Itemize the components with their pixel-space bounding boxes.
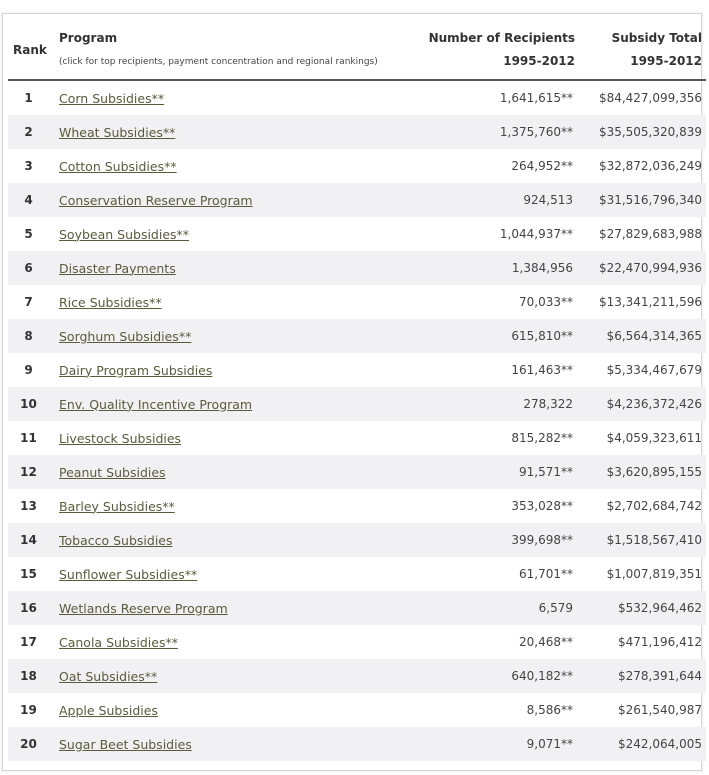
program-link[interactable]: Peanut Subsidies <box>59 464 166 480</box>
table-row <box>8 115 706 149</box>
program-cell <box>59 455 409 489</box>
subsidy-total-cell: $5,334,467,679 <box>606 363 702 377</box>
program-link[interactable]: Oat Subsidies** <box>59 668 158 684</box>
program-link[interactable]: Soybean Subsidies** <box>59 226 190 242</box>
recipients-cell: 6,579 <box>409 591 580 625</box>
subsidy-column-header <box>580 15 706 80</box>
table-row <box>8 455 706 489</box>
program-link[interactable]: Rice Subsidies** <box>59 294 162 310</box>
table-row <box>8 285 706 319</box>
program-link[interactable]: Corn Subsidies** <box>59 90 165 106</box>
rank-cell: 4 <box>8 183 59 217</box>
program-link[interactable]: Conservation Reserve Program <box>59 192 253 208</box>
table-row <box>8 251 706 285</box>
rank-cell: 1 <box>24 91 33 105</box>
rank-cell: 10 <box>8 387 59 421</box>
rank-cell: 17 <box>20 635 37 649</box>
program-cell <box>59 319 409 353</box>
program-cell <box>59 115 409 149</box>
recipients-cell: 264,952** <box>511 159 573 173</box>
rank-cell: 11 <box>20 431 37 445</box>
table-row <box>8 489 706 523</box>
rank-cell: 6 <box>8 251 59 285</box>
subsidy-total-cell: $13,341,211,596 <box>598 295 702 309</box>
recipients-cell: 924,513 <box>409 183 580 217</box>
table-row <box>8 353 706 387</box>
program-link[interactable]: Sugar Beet Subsidies <box>59 736 192 752</box>
subsidy-total-cell: $532,964,462 <box>580 591 706 625</box>
table-row <box>8 557 706 591</box>
rank-cell: 18 <box>8 659 59 693</box>
program-link[interactable]: Cotton Subsidies** <box>59 158 177 174</box>
table-row <box>8 693 706 727</box>
subsidy-total-cell: $4,059,323,611 <box>606 431 702 445</box>
program-link[interactable]: Sunflower Subsidies** <box>59 566 198 582</box>
rank-cell: 13 <box>20 499 37 513</box>
rank-cell: 8 <box>8 319 59 353</box>
rank-cell: 12 <box>8 455 59 489</box>
table-row <box>8 421 706 455</box>
program-cell <box>59 625 409 659</box>
rank-cell: 16 <box>8 591 59 625</box>
rank-cell: 14 <box>8 523 59 557</box>
header-row <box>8 15 706 80</box>
rank-cell: 3 <box>24 159 33 173</box>
rank-cell: 2 <box>8 115 59 149</box>
program-link[interactable]: Apple Subsidies <box>59 702 158 718</box>
subsidy-total-cell: $1,518,567,410 <box>580 523 706 557</box>
rank-cell: 9 <box>24 363 33 377</box>
recipients-cell: 1,641,615** <box>499 91 573 105</box>
table-row <box>8 149 706 183</box>
subsidy-total-cell: $31,516,796,340 <box>580 183 706 217</box>
program-cell <box>59 353 409 387</box>
program-cell <box>59 251 409 285</box>
program-cell <box>59 693 409 727</box>
recipients-cell: 1,044,937** <box>499 227 573 241</box>
recipients-cell: 1,375,760** <box>409 115 580 149</box>
table-row <box>8 387 706 421</box>
program-cell <box>59 183 409 217</box>
subsidy-total-cell: $3,620,895,155 <box>580 455 706 489</box>
subsidy-total-cell: $278,391,644 <box>580 659 706 693</box>
subsidy-total-cell: $32,872,036,249 <box>598 159 702 173</box>
table-row <box>8 183 706 217</box>
rank-cell: 20 <box>8 727 59 761</box>
subsidy-total-cell: $22,470,994,936 <box>580 251 706 285</box>
recipients-header-label: Number of Recipients <box>428 31 575 45</box>
program-link[interactable]: Barley Subsidies** <box>59 498 175 514</box>
program-column-header <box>59 15 409 80</box>
subsidy-ranking-table <box>8 15 706 761</box>
table-row <box>8 727 706 761</box>
subsidy-total-cell: $471,196,412 <box>618 635 702 649</box>
program-cell <box>59 489 409 523</box>
subsidy-total-cell: $242,064,005 <box>580 727 706 761</box>
table-row <box>8 591 706 625</box>
subsidy-total-cell: $35,505,320,839 <box>580 115 706 149</box>
program-link[interactable]: Canola Subsidies** <box>59 634 178 650</box>
recipients-cell: 70,033** <box>519 295 573 309</box>
table-row <box>8 523 706 557</box>
recipients-column-header <box>409 15 580 80</box>
program-link[interactable]: Env. Quality Incentive Program <box>59 396 253 412</box>
program-link[interactable]: Disaster Payments <box>59 260 176 276</box>
program-cell <box>59 387 409 421</box>
subsidy-table-panel <box>2 13 702 771</box>
rank-column-header: Rank <box>8 15 59 80</box>
rank-cell: 15 <box>20 567 37 581</box>
table-row <box>8 625 706 659</box>
program-link[interactable]: Wetlands Reserve Program <box>59 600 228 616</box>
program-header-note: (click for top recipients, payment concentration and regional rankings) <box>59 57 378 67</box>
subsidy-total-cell: $4,236,372,426 <box>580 387 706 421</box>
recipients-cell: 353,028** <box>511 499 573 513</box>
rank-cell: 7 <box>24 295 33 309</box>
recipients-cell: 20,468** <box>519 635 573 649</box>
program-cell <box>59 523 409 557</box>
program-cell <box>59 80 409 115</box>
table-row <box>8 659 706 693</box>
program-cell <box>59 591 409 625</box>
recipients-cell: 399,698** <box>409 523 580 557</box>
program-cell <box>59 149 409 183</box>
program-header-label: Program <box>59 31 118 45</box>
table-row <box>8 319 706 353</box>
recipients-cell: 161,463** <box>511 363 573 377</box>
subsidy-total-cell: $27,829,683,988 <box>598 227 702 241</box>
recipients-cell: 815,282** <box>511 431 573 445</box>
recipients-cell: 640,182** <box>409 659 580 693</box>
rank-cell: 5 <box>24 227 33 241</box>
subsidy-total-cell: $84,427,099,356 <box>598 91 702 105</box>
recipients-cell: 615,810** <box>409 319 580 353</box>
recipients-cell: 1,384,956 <box>409 251 580 285</box>
recipients-cell: 278,322 <box>409 387 580 421</box>
program-link[interactable]: Sorghum Subsidies** <box>59 328 192 344</box>
subsidy-header-years: 1995-2012 <box>630 54 702 68</box>
program-cell <box>59 727 409 761</box>
program-cell <box>59 557 409 591</box>
subsidy-total-cell: $1,007,819,351 <box>606 567 702 581</box>
table-row <box>8 80 706 115</box>
recipients-cell: 9,071** <box>409 727 580 761</box>
subsidy-header-label: Subsidy Total <box>611 31 702 45</box>
program-cell <box>59 285 409 319</box>
recipients-cell: 91,571** <box>409 455 580 489</box>
program-cell <box>59 659 409 693</box>
subsidy-total-cell: $2,702,684,742 <box>606 499 702 513</box>
program-link[interactable]: Dairy Program Subsidies <box>59 362 213 378</box>
recipients-cell: 8,586** <box>526 703 573 717</box>
table-row <box>8 217 706 251</box>
program-link[interactable]: Tobacco Subsidies <box>59 532 173 548</box>
program-link[interactable]: Livestock Subsidies <box>59 430 182 446</box>
subsidy-total-cell: $261,540,987 <box>618 703 702 717</box>
subsidy-total-cell: $6,564,314,365 <box>580 319 706 353</box>
table-header <box>8 15 706 80</box>
table-body <box>8 80 706 761</box>
rank-cell: 19 <box>20 703 37 717</box>
program-cell <box>59 421 409 455</box>
recipients-cell: 61,701** <box>519 567 573 581</box>
recipients-header-years: 1995-2012 <box>503 54 575 68</box>
program-link[interactable]: Wheat Subsidies** <box>59 124 176 140</box>
program-cell <box>59 217 409 251</box>
